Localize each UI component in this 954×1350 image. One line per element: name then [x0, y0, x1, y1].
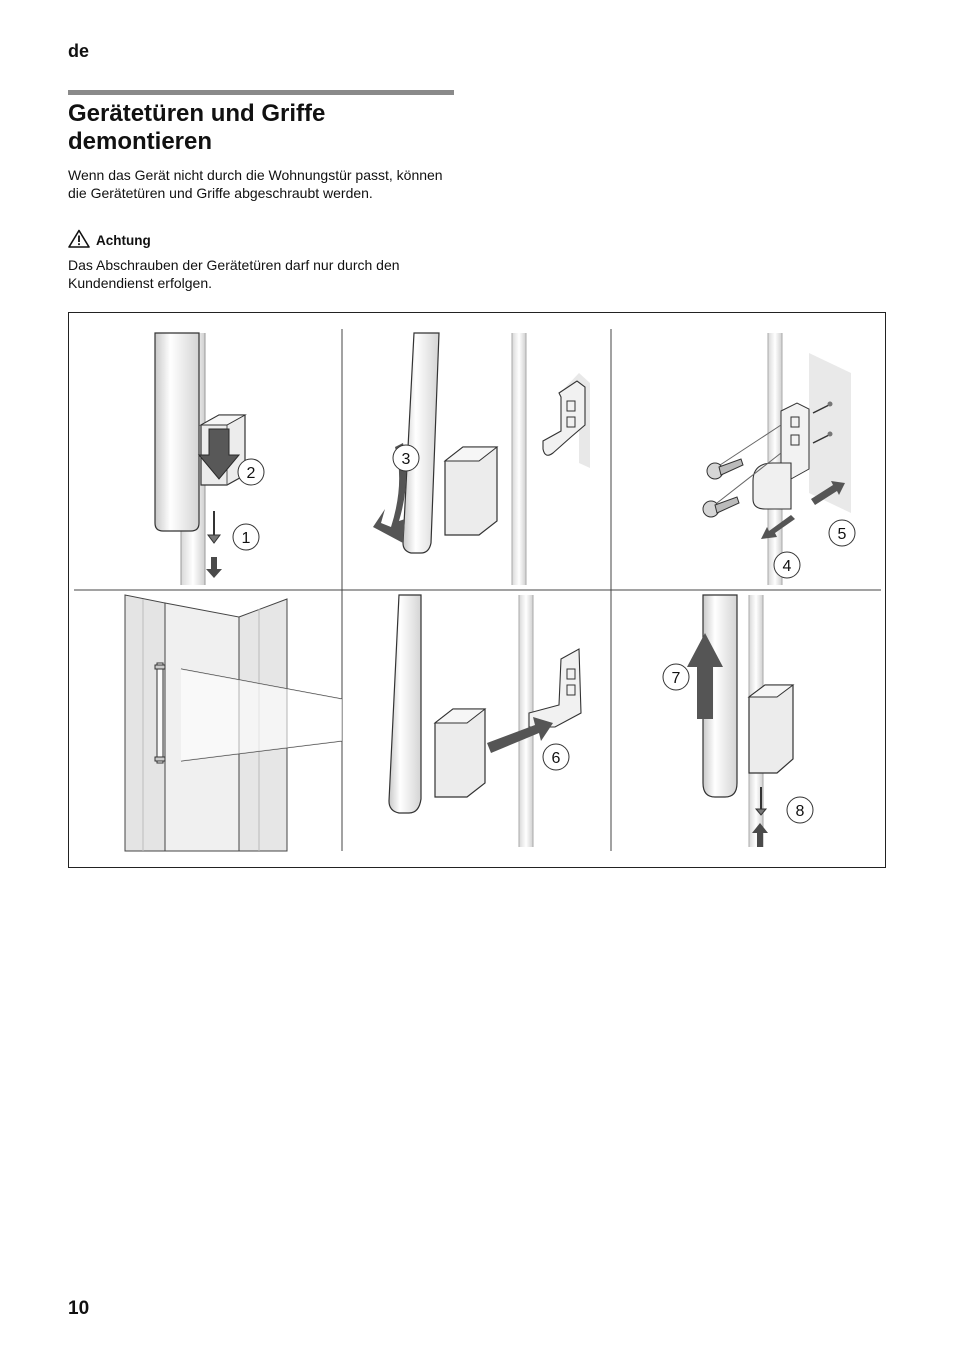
step-number-1: 1 [241, 530, 251, 547]
step-marker-4 [774, 552, 800, 578]
step-marker-1 [233, 524, 259, 550]
step-number-3: 3 [401, 451, 411, 468]
section-title: Gerätetüren und Griffe demontieren [68, 100, 326, 155]
step-number-6: 6 [551, 750, 561, 767]
language-code: de [68, 41, 90, 61]
intro-paragraph: Wenn das Gerät nicht durch die Wohnungstür passt, können die Gerätetüren und Griffe abgeschraubt werden. [68, 167, 443, 201]
page-number: 10 [68, 1298, 90, 1319]
step-marker-7 [663, 664, 689, 690]
panel-step-1-2 [155, 333, 245, 585]
warning-text: Das Abschrauben der Gerätetüren darf nur durch den Kundendienst erfolgen. [68, 257, 400, 291]
panel-overview [125, 595, 342, 851]
assembly-figure [68, 312, 886, 868]
step-marker-6 [543, 744, 569, 770]
panel-step-6 [389, 595, 581, 847]
warning-label: Achtung [96, 233, 151, 248]
section-rule [68, 90, 454, 95]
step-marker-5 [829, 520, 855, 546]
step-marker-2 [238, 459, 264, 485]
step-number-8: 8 [795, 803, 805, 820]
warning-heading [68, 229, 151, 248]
step-number-5: 5 [837, 526, 847, 543]
step-number-2: 2 [246, 465, 256, 482]
warning-triangle-icon [68, 229, 90, 248]
panel-step-4-5 [703, 333, 851, 585]
panel-step-7-8 [687, 595, 793, 847]
step-marker-3 [393, 445, 419, 471]
step-number-4: 4 [782, 558, 792, 575]
step-number-7: 7 [671, 670, 681, 687]
step-marker-8 [787, 797, 813, 823]
